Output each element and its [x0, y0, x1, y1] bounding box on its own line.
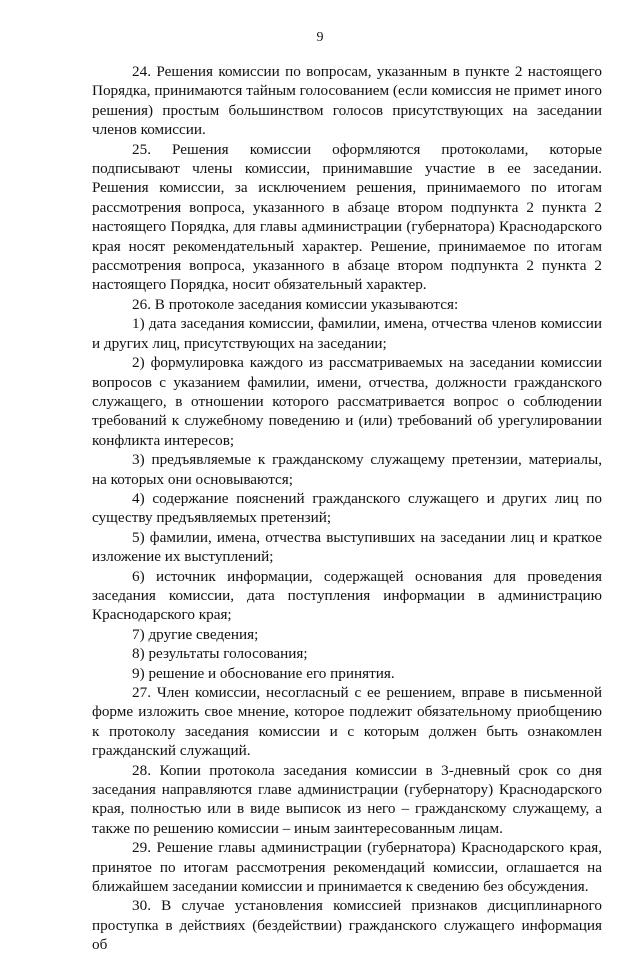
- list-item-8: 8) результаты голосования;: [132, 645, 308, 663]
- list-item-7: 7) другие сведения;: [132, 625, 259, 643]
- list-item-5: 5) фамилии, имена, отчества выступивших на заседании лиц и краткое изложение их выступлений;: [92, 528, 602, 566]
- paragraph-24: 24. Решения комиссии по вопросам, указанным в пункте 2 настоящего Порядка, принимаются тайным голосованием (если комиссия не примет иного решения) простым большинством голосов присутствующих на заседании членов комиссии.: [92, 63, 602, 139]
- paragraph-29: 29. Решение главы администрации (губернатора) Краснодарского края, принятое по итогам рассмотрения рекомендаций комиссии, оглашается на ближайшем заседании комиссии и принимается к сведению без обсуждения.: [92, 839, 602, 896]
- list-item-9: 9) решение и обоснование его принятия.: [132, 664, 395, 682]
- page-number: 9: [316, 30, 324, 45]
- paragraph-25: 25. Решения комиссии оформляются протоколами, которые подписывают члены комиссии, принимавшие участие в ее заседании. Решения комиссии, за исключением решения, принимаемого по итогам рассмотрения вопроса, указанного в абзаце втором подпункта 2 пункта 2 настоящего Порядка, для главы администрации (губернатора) Краснодарского края носят рекомендательный характер. Решение, принимаемое по итогам рассмотрения вопроса, указанного в абзаце втором подпункта 2 пункта 2 настоящего Порядка, носит обязательный характер.: [92, 140, 602, 294]
- list-item-3: 3) предъявляемые к гражданскому служащему претензии, материалы, на которых они основываются;: [92, 451, 602, 488]
- list-item-1: 1) дата заседания комиссии, фамилии, имена, отчества членов комиссии и других лиц, присутствующих на заседании;: [92, 315, 602, 352]
- list-item-2: 2) формулировка каждого из рассматриваемых на заседании комиссии вопросов с указанием фамилии, имени, отчества, должности гражданского служащего, в отношении которого рассматривается вопрос о соблюдении требований к служебному поведению и (или) требований об урегулировании конфликта интересов;: [92, 354, 602, 449]
- paragraph-30: 30. В случае установления комиссией признаков дисциплинарного проступка в действиях (бездействии) гражданского служащего информация об: [92, 897, 602, 954]
- paragraph-28: 28. Копии протокола заседания комиссии в 3-дневный срок со дня заседания направляются главе администрации (губернатору) Краснодарского края, полностью или в виде выписок из него – гражданскому служащему, а также по решению комиссии – иным заинтересованным лицам.: [92, 761, 602, 837]
- paragraph-26: 26. В протоколе заседания комиссии указываются:: [132, 295, 459, 313]
- paragraph-27: 27. Член комиссии, несогласный с ее решением, вправе в письменной форме изложить свое мнение, которое подлежит обязательному приобщению к протоколу заседания комиссии и с которым должен быть ознакомлен гражданский служащий.: [92, 684, 602, 760]
- document-body: [92, 62, 602, 955]
- list-item-4: 4) содержание пояснений гражданского служащего и других лиц по существу предъявляемых претензий;: [92, 489, 602, 527]
- list-item-6: 6) источник информации, содержащей основания для проведения заседания комиссии, дата поступления информации в администрацию Краснодарского края;: [92, 567, 602, 624]
